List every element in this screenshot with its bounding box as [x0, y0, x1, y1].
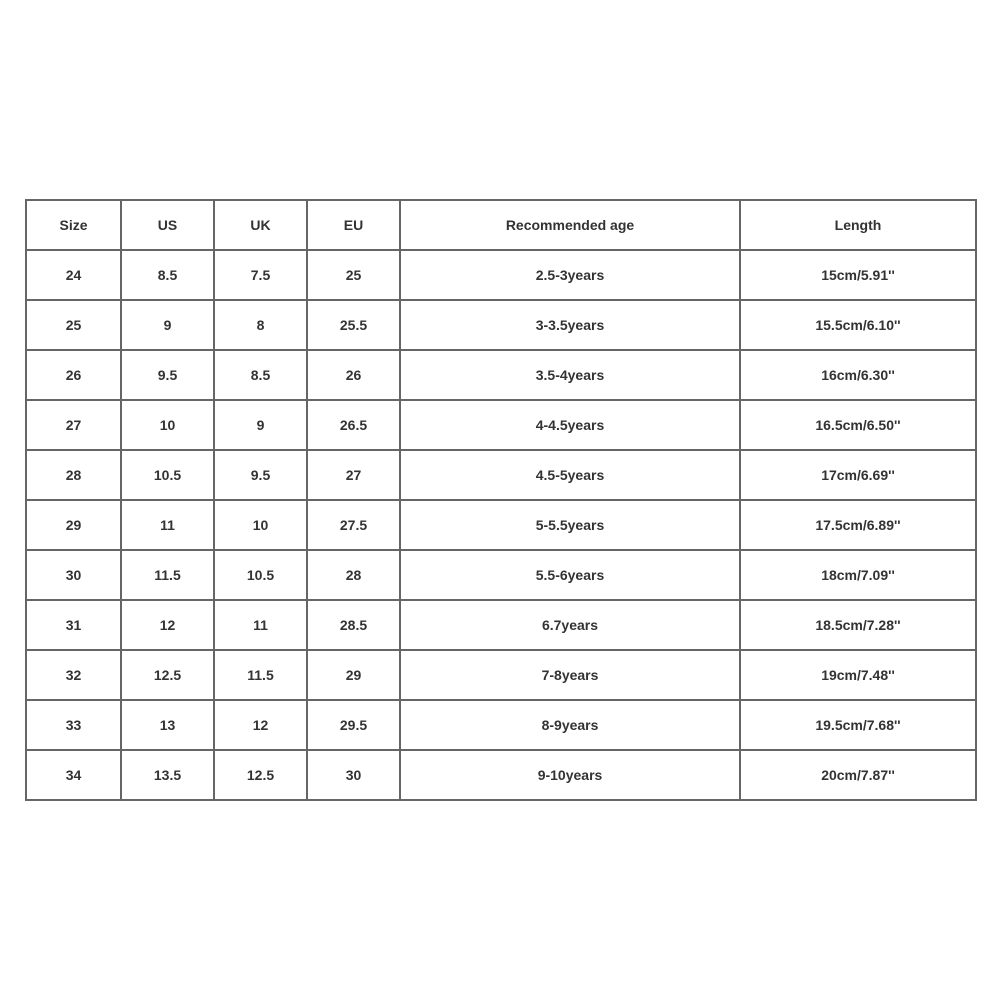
cell-uk: 10.5	[214, 550, 307, 600]
cell-size: 34	[26, 750, 121, 800]
cell-uk: 12.5	[214, 750, 307, 800]
cell-eu: 28.5	[307, 600, 400, 650]
cell-length: 19cm/7.48''	[740, 650, 976, 700]
cell-length: 18cm/7.09''	[740, 550, 976, 600]
cell-us: 9	[121, 300, 214, 350]
cell-recommended-age: 3.5-4years	[400, 350, 740, 400]
cell-recommended-age: 8-9years	[400, 700, 740, 750]
table-row	[26, 500, 976, 550]
cell-recommended-age: 7-8years	[400, 650, 740, 700]
cell-length: 16cm/6.30''	[740, 350, 976, 400]
header-size: Size	[26, 200, 121, 250]
cell-us: 9.5	[121, 350, 214, 400]
cell-eu: 29	[307, 650, 400, 700]
cell-uk: 10	[214, 500, 307, 550]
cell-size: 31	[26, 600, 121, 650]
cell-recommended-age: 5-5.5years	[400, 500, 740, 550]
cell-size: 27	[26, 400, 121, 450]
cell-eu: 27	[307, 450, 400, 500]
cell-eu: 26	[307, 350, 400, 400]
cell-length: 16.5cm/6.50''	[740, 400, 976, 450]
header-eu: EU	[307, 200, 400, 250]
cell-eu: 25.5	[307, 300, 400, 350]
cell-uk: 9.5	[214, 450, 307, 500]
cell-eu: 30	[307, 750, 400, 800]
cell-length: 17cm/6.69''	[740, 450, 976, 500]
cell-size: 25	[26, 300, 121, 350]
cell-size: 24	[26, 250, 121, 300]
cell-length: 15cm/5.91''	[740, 250, 976, 300]
table-row	[26, 250, 976, 300]
cell-length: 17.5cm/6.89''	[740, 500, 976, 550]
cell-size: 29	[26, 500, 121, 550]
cell-recommended-age: 4.5-5years	[400, 450, 740, 500]
cell-length: 20cm/7.87''	[740, 750, 976, 800]
table-row	[26, 750, 976, 800]
header-uk: UK	[214, 200, 307, 250]
cell-uk: 8	[214, 300, 307, 350]
cell-us: 12	[121, 600, 214, 650]
header-recommended-age: Recommended age	[400, 200, 740, 250]
cell-recommended-age: 9-10years	[400, 750, 740, 800]
cell-uk: 7.5	[214, 250, 307, 300]
cell-eu: 29.5	[307, 700, 400, 750]
header-row	[26, 200, 976, 250]
cell-uk: 12	[214, 700, 307, 750]
cell-size: 33	[26, 700, 121, 750]
cell-us: 12.5	[121, 650, 214, 700]
header-length: Length	[740, 200, 976, 250]
table-row	[26, 550, 976, 600]
cell-uk: 11.5	[214, 650, 307, 700]
cell-uk: 8.5	[214, 350, 307, 400]
cell-us: 13.5	[121, 750, 214, 800]
cell-uk: 11	[214, 600, 307, 650]
cell-us: 11.5	[121, 550, 214, 600]
cell-size: 30	[26, 550, 121, 600]
table-row	[26, 350, 976, 400]
cell-size: 32	[26, 650, 121, 700]
cell-eu: 25	[307, 250, 400, 300]
table-row	[26, 700, 976, 750]
table-row	[26, 450, 976, 500]
cell-size: 28	[26, 450, 121, 500]
cell-recommended-age: 5.5-6years	[400, 550, 740, 600]
cell-us: 11	[121, 500, 214, 550]
cell-us: 13	[121, 700, 214, 750]
cell-eu: 27.5	[307, 500, 400, 550]
cell-us: 10.5	[121, 450, 214, 500]
table-row	[26, 600, 976, 650]
cell-eu: 26.5	[307, 400, 400, 450]
cell-length: 19.5cm/7.68''	[740, 700, 976, 750]
cell-recommended-age: 3-3.5years	[400, 300, 740, 350]
cell-length: 18.5cm/7.28''	[740, 600, 976, 650]
cell-us: 8.5	[121, 250, 214, 300]
table-row	[26, 650, 976, 700]
table-row	[26, 300, 976, 350]
table-row	[26, 400, 976, 450]
size-chart-table	[25, 199, 977, 801]
cell-recommended-age: 4-4.5years	[400, 400, 740, 450]
cell-recommended-age: 6.7years	[400, 600, 740, 650]
header-us: US	[121, 200, 214, 250]
cell-uk: 9	[214, 400, 307, 450]
cell-length: 15.5cm/6.10''	[740, 300, 976, 350]
cell-eu: 28	[307, 550, 400, 600]
cell-us: 10	[121, 400, 214, 450]
cell-size: 26	[26, 350, 121, 400]
cell-recommended-age: 2.5-3years	[400, 250, 740, 300]
